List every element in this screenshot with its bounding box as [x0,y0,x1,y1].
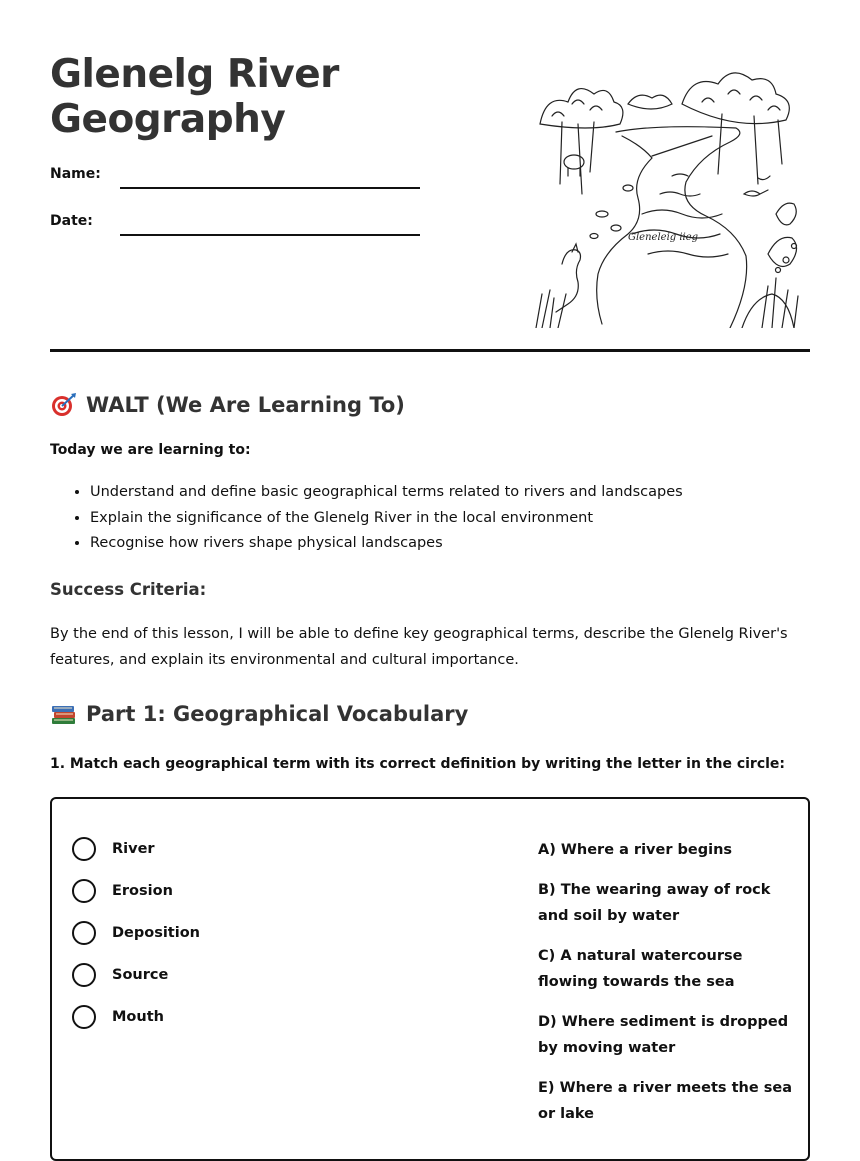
definitions-list [538,837,798,1141]
term-row [72,879,173,903]
walt-heading [50,392,405,418]
definition-item: A) Where a river begins [538,842,733,858]
target-icon [50,392,78,418]
success-criteria-text: By the end of this lesson, I will be able to define key geographical terms, describe the Glenelg River's features, and explain its environmental and cultural importance. [50,626,788,668]
answer-circle[interactable] [72,921,96,945]
header-divider [50,349,810,352]
term-label: Deposition [112,925,200,941]
answer-circle[interactable] [72,879,96,903]
term-label: Source [112,967,169,983]
term-row [72,1005,164,1029]
success-criteria-heading: Success Criteria: [50,580,207,599]
term-label: Mouth [112,1009,164,1025]
illustration-caption: Gleneleig iieg [628,232,699,243]
definition-item: D) Where sediment is dropped by moving water [538,1014,789,1056]
walt-item: • Explain the significance of the Glenelg River in the local environment [90,506,683,532]
answer-circle[interactable] [72,963,96,987]
walt-intro: Today we are learning to: [50,442,251,458]
term-label: River [112,841,155,857]
date-field[interactable] [120,234,420,236]
name-label: Name: [50,166,101,182]
date-label: Date: [50,213,93,229]
definition-item: E) Where a river meets the sea or lake [538,1080,792,1122]
matching-box [50,797,810,1161]
walt-item: • Understand and define basic geographical terms related to rivers and landscapes [90,480,683,506]
part1-question: 1. Match each geographical term with its correct definition by writing the letter in the circle: [50,756,786,772]
walt-item: • Recognise how rivers shape physical landscapes [90,531,683,557]
walt-heading-text: WALT (We Are Learning To) [86,393,405,417]
term-label: Erosion [112,883,173,899]
answer-circle[interactable] [72,1005,96,1029]
term-row [72,837,155,861]
river-landscape-illustration [532,64,810,328]
books-icon [50,701,78,727]
walt-list [50,480,683,557]
name-field[interactable] [120,187,420,189]
term-row [72,921,200,945]
term-row [72,963,168,987]
page-title: Glenelg River Geography [50,52,339,142]
definition-item: C) A natural watercourse flowing towards the sea [538,948,743,990]
part1-heading [50,701,468,727]
part1-heading-text: Part 1: Geographical Vocabulary [86,702,469,726]
definition-item: B) The wearing away of rock and soil by water [538,882,771,924]
answer-circle[interactable] [72,837,96,861]
